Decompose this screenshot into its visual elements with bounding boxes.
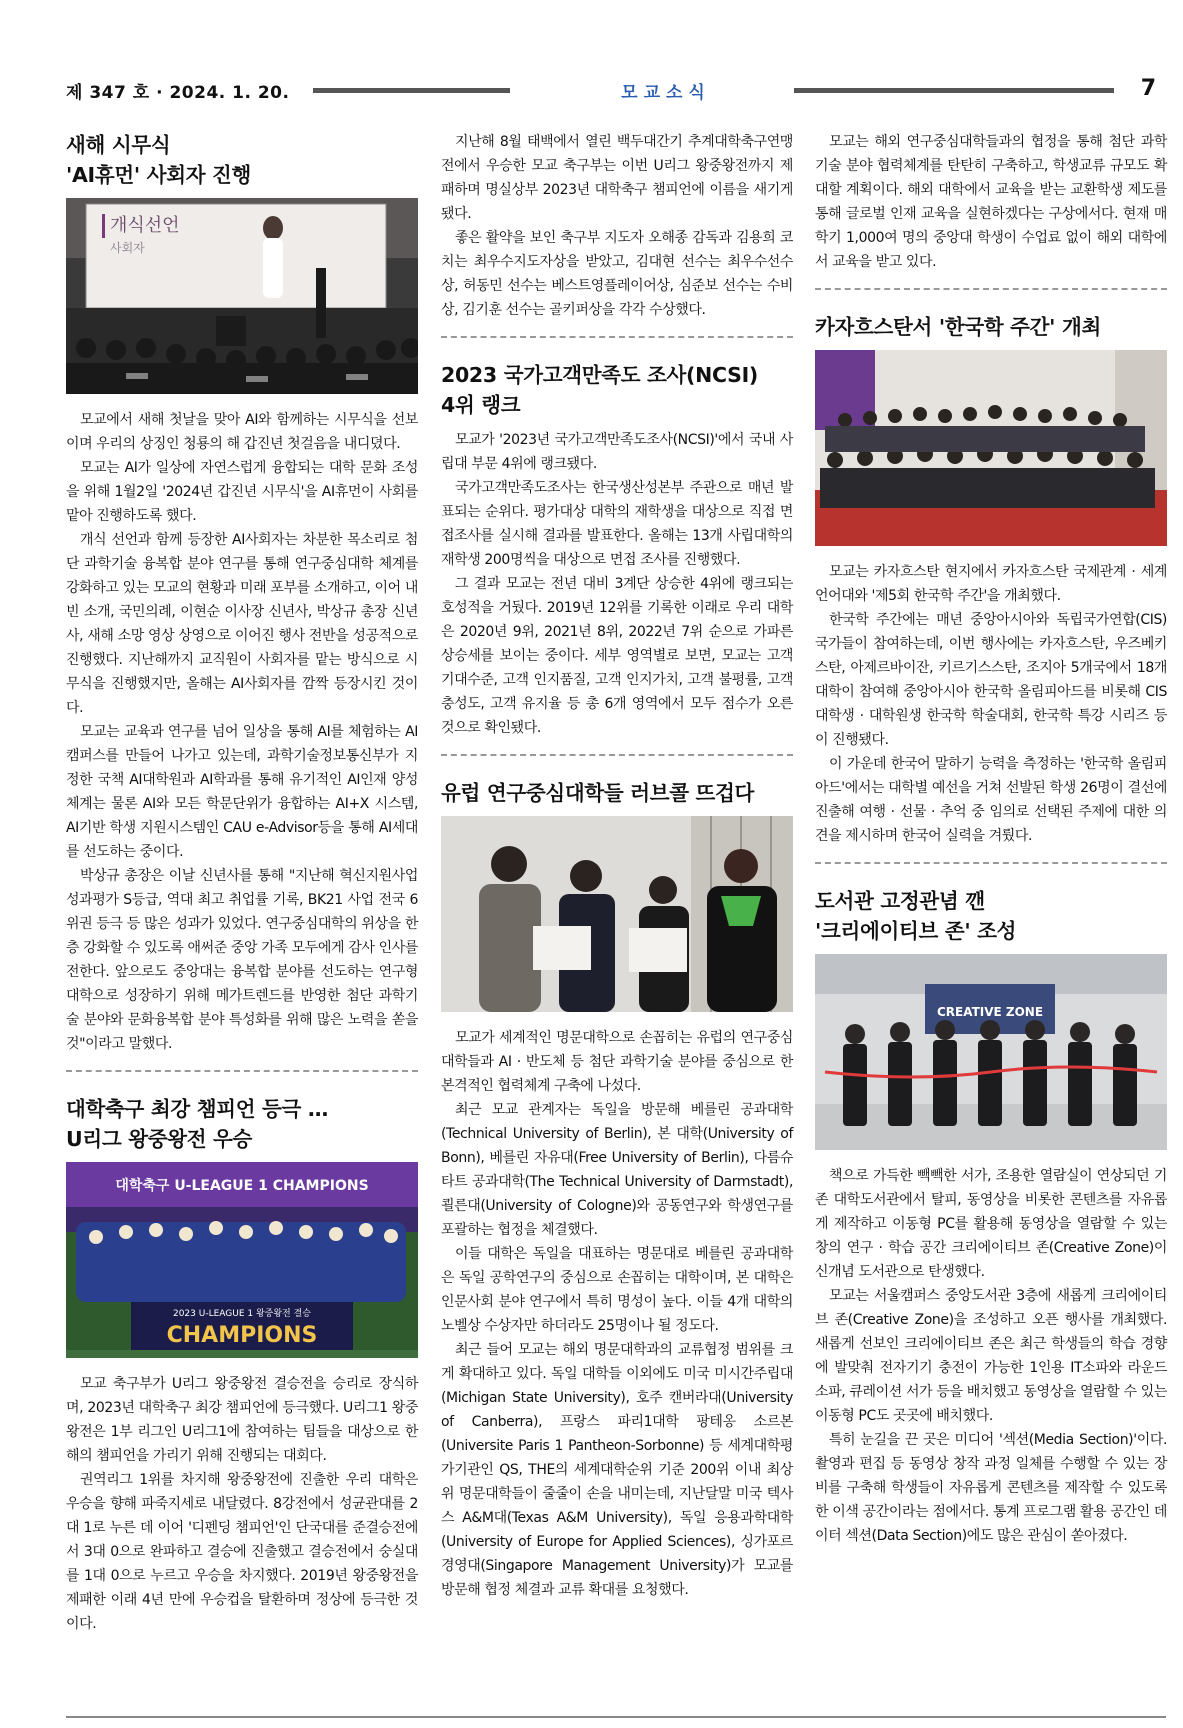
photo-sign: CREATIVE ZONE [936,1005,1044,1019]
paragraph: 모교 축구부가 U리그 왕중왕전 결승전을 승리로 장식하며, 2023년 대학축구 최강 챔피언에 등극했다. U리그1 왕중왕전은 1부 리그인 U리그1에 참여하는 팀들을 대상으로 한 해의 챔피언을 가리기 위해 진행되는 대회다. [66,1376,418,1464]
column-2 [441,130,793,1602]
photo-subcaption: 사회자 [110,241,145,255]
paragraph: 한국학 주간에는 매년 중앙아시아와 독립국가연합(CIS) 국가들이 참여하는데, 이번 행사에는 카자흐스탄, 우즈베키스탄, 아제르바이잔, 키르기스스탄, 조지아 5개국에서 18개 대학이 참여해 중앙아시아 한국학 올림피아드를 비롯해 CIS 대학생 · 대학원생 한국학 학술대회, 한국학 특강 시리즈 등이 진행됐다. [815,612,1167,748]
photo-football-team [66,1162,418,1358]
article-new-year-ceremony [66,130,418,1056]
paragraph: 책으로 가득한 빽빽한 서가, 조용한 열람실이 연상되던 기존 대학도서관에서 탈피, 동영상을 비롯한 콘텐츠를 자유롭게 제작하고 이동형 PC를 활용해 동영상을 열람할 수 있는 창의 연구 · 학습 공간 크리에이티브 존(Creative Zone)이 신개념 도서관으로 탄생했다. [815,1168,1167,1280]
paragraph: 이 가운데 한국어 말하기 능력을 측정하는 '한국학 올림피아드'에서는 대학별 예선을 거쳐 선발된 학생 26명이 결선에 진출해 여행 · 선물 · 추억 중 임의로 선택된 주제에 대한 의견을 제시하며 한국어 실력을 겨뤘다. [815,756,1167,844]
article-divider [815,862,1167,864]
paragraph: 최근 들어 모교는 해외 명문대학과의 교류협정 범위를 크게 확대하고 있다. 독일 대학들 이외에도 미국 미시간주립대(Michigan State University), 호주 캔버라대(University of Canberra), 프랑스 파리1대학 팡테옹 소르본(Universite Paris 1 Pantheon-Sorbonne) 등 세계대학평가기관인 QS, THE의 세계대학순위 기준 200위 이내 최상위 명문대학들이 줄줄이 손을 내미는데, 지난달말 미국 텍사스 A&M대(Texas A&M University), 독일 응용과학대학(University of Europe for Applied Sciences), 싱가포르경영대(Singapore Management University)가 모교를 방문해 협정 체결과 교류 확대를 요청했다. [441,1342,793,1598]
paragraph: 모교는 AI가 일상에 자연스럽게 융합되는 대학 문화 조성을 위해 1월2일 '2024년 갑진년 시무식'을 AI휴먼이 사회를 맡아 진행하도록 했다. [66,460,418,524]
article-title: 대학축구 최강 챔피언 등극 … U리그 왕중왕전 우승 [66,1097,329,1151]
board-line-1: 2023 U-LEAGUE 1 왕중왕전 결승 [172,1309,312,1319]
article-title: 2023 국가고객만족도 조사(NCSI) 4위 랭크 [441,363,758,417]
paragraph: 특히 눈길을 끈 곳은 미디어 '섹션(Media Section)'이다. 촬영과 편집 등 동영상 창작 과정 일체를 수행할 수 있는 장비를 구축해 학생들이 자유롭게 콘텐츠를 제작할 수 있도록 한 이색 공간이라는 점에서다. 통계 프로그램 활용 공간인 데이터 섹션(Data Section)에도 많은 관심이 쏟아졌다. [815,1432,1167,1544]
banner-text: 대학축구 U-LEAGUE 1 CHAMPIONS [115,1178,369,1194]
paragraph: 개식 선언과 함께 등장한 AI사회자는 차분한 목소리로 첨단 과학기술 융복합 분야 연구를 통해 연구중심대학 체계를 강화하고 있는 모교의 현황과 미래 포부를 소개하고, 이어 내빈 소개, 국민의례, 이현순 이사장 신년사, 박상규 총장 신년사, 새해 소망 영상 상영으로 이어진 행사 전반을 성공적으로 진행했다. 지난해까지 교직원이 사회자를 맡는 방식으로 시무식을 진행했지만, 올해는 AI사회자를 깜짝 등장시킨 것이다. [66,532,418,716]
paragraph: 박상규 총장은 이날 신년사를 통해 "지난해 혁신지원사업 성과평가 S등급, 역대 최고 취업률 기록, BK21 사업 전국 6위권 등극 등 많은 성과가 있었다. 연구중심대학의 위상을 한층 강화할 수 있도록 애써준 중앙 가족 모두에게 감사 인사를 전한다. 앞으로도 중앙대는 융복합 분야를 선도하는 연구형 대학으로 성장하기 위해 메가트렌드를 반영한 첨단 과학기술 분야와 문화융복합 분야 특성화를 위해 많은 노력을 쏟을 것"이라고 말했다. [66,868,418,1052]
article-football-champion [66,1094,418,1636]
board-line-2: CHAMPIONS [166,1323,318,1348]
article-divider [441,336,793,338]
paragraph: 최근 모교 관계자는 독일을 방문해 베를린 공과대학(Technical University of Berlin), 본 대학(University of Bonn), 베를린 자유대(Free University of Berlin), 다름슈타트 공과대학(The Technical University of Darmstadt), 쾰른대(University of Cologne)와 공동연구와 학생연구를 포괄하는 협정을 체결했다. [441,1102,793,1238]
article-divider [815,288,1167,290]
column-3 [815,130,1167,1548]
article-title: 카자흐스탄서 '한국학 주간' 개최 [815,315,1102,339]
paragraph: 지난해 8월 태백에서 열린 백두대간기 추계대학축구연맹전에서 우승한 모교 축구부는 이번 U리그 왕중왕전까지 제패하며 명실상부 2023년 대학축구 챔피언에 이름을 새기게 됐다. [441,134,793,222]
paragraph: 그 결과 모교는 전년 대비 3계단 상승한 4위에 랭크되는 호성적을 거뒀다. 2019년 12위를 기록한 이래로 우리 대학은 2020년 9위, 2021년 8위, 2022년 7위 순으로 가파른 상승세를 보이는 중이다. 세부 영역별로 보면, 모교는 고객 기대수준, 고객 인지품질, 고객 인지가치, 고객 불평률, 고객 충성도, 고객 유지율 등 총 6개 영역에서 모두 점수가 오른 것으로 확인됐다. [441,576,793,736]
column-1 [66,130,418,1636]
paragraph: 이들 대학은 독일을 대표하는 명문대로 베를린 공과대학은 독일 공학연구의 중심으로 손꼽히는 대학이며, 본 대학은 인문사회 분야 연구에서 특히 명성이 높다. 이들 4개 대학의 노벨상 수상자만 하더라도 25명이나 될 정도다. [441,1246,793,1334]
issue-info: 제 347 호 · 2024. 1. 20. [66,83,290,103]
section-title: 모교소식 [621,83,711,103]
page-number: 7 [1140,76,1156,101]
photo-agreement-signing [441,816,793,1012]
article-kazakhstan-korean-week [815,312,1167,848]
article-title: 새해 시무식 'AI휴먼' 사회자 진행 [66,133,252,187]
photo-ribbon-cutting [815,954,1167,1150]
article-creative-zone [815,886,1167,1548]
paragraph: 모교가 세계적인 명문대학으로 손꼽히는 유럽의 연구중심대학들과 AI · 반도체 등 첨단 과학기술 분야를 중심으로 한 본격적인 협력체계 구축에 나섰다. [441,1030,793,1094]
paragraph: 모교는 서울캠퍼스 중앙도서관 3층에 새롭게 크리에이티브 존(Creative Zone)을 조성하고 오픈 행사를 개최했다. 새롭게 선보인 크리에이티브 존은 최근 학생들의 학습 경향에 발맞춰 전자기기 충전이 가능한 1인용 IT소파와 라운드 소파, 큐레이션 서가 등을 배치했고 동영상을 열람할 수 있는 이동형 PC도 곳곳에 배치했다. [815,1288,1167,1424]
paragraph: 좋은 활약을 보인 축구부 지도자 오해종 감독과 김용희 코치는 최우수지도자상을 받았고, 김대현 선수는 최우수선수상, 허동민 선수는 베스트영플레이어상, 심준보 선수는 수비상, 김기훈 선수는 골키퍼상을 각각 수상했다. [441,230,793,318]
article-title: 유럽 연구중심대학들 러브콜 뜨겁다 [441,781,755,805]
paragraph: 모교가 '2023년 국가고객만족도조사(NCSI)'에서 국내 사립대 부문 4위에 랭크됐다. [441,432,793,472]
photo-korean-week-group [815,350,1167,546]
bottom-rule [66,1716,1166,1718]
article-europe-universities [441,778,793,1602]
header-rule-right [794,88,1114,93]
article-title: 도서관 고정관념 깬 '크리에이티브 존' 조성 [815,889,1017,943]
paragraph: 모교는 카자흐스탄 현지에서 카자흐스탄 국제관계 · 세계언어대와 '제5회 한국학 주간'을 개최했다. [815,564,1167,604]
paragraph: 국가고객만족도조사는 한국생산성본부 주관으로 매년 발표되는 순위다. 평가대상 대학의 재학생을 대상으로 직접 면접조사를 실시해 결과를 발표한다. 올해는 13개 사립대학의 재학생 200명씩을 대상으로 면접 조사를 진행했다. [441,480,793,568]
article-ncsi [441,360,793,740]
paragraph: 권역리그 1위를 차지해 왕중왕전에 진출한 우리 대학은 우승을 향해 파죽지세로 내달렸다. 8강전에서 성균관대를 2대 1로 누른 데 이어 '디펜딩 챔피언'인 단국대를 준결승전에서 3대 0으로 완파하고 결승에 진출했고 결승전에서 숭실대를 1대 0으로 누르고 우승을 차지했다. 2019년 왕중왕전을 제패한 이래 4년 만에 우승컵을 탈환하며 정상에 등극한 것이다. [66,1472,418,1632]
paragraph: 모교는 교육과 연구를 넘어 일상을 통해 AI를 체험하는 AI캠퍼스를 만들어 나가고 있는데, 과학기술정보통신부가 지정한 국책 AI대학원과 AI학과를 통해 유기적인 AI인재 양성 체계는 물론 AI와 모든 학문단위가 융합하는 AI+X 시스템, AI기반 학생 지원시스템인 CAU e-Advisor등을 통해 AI세대를 선도하는 중이다. [66,724,418,860]
page-header [66,78,1166,106]
article-divider [66,1070,418,1072]
paragraph: 모교는 해외 연구중심대학들과의 협정을 통해 첨단 과학기술 분야 협력체계를 탄탄히 구축하고, 학생교류 규모도 확대할 계획이다. 해외 대학에서 교육을 받는 교환학생 제도를 통해 글로벌 인재 교육을 실현하겠다는 구상에서다. 현재 매 학기 1,000여 명의 중앙대 학생이 수업료 없이 해외 대학에서 교육을 받고 있다. [815,134,1167,270]
header-rule-left [313,88,510,93]
paragraph: 모교에서 새해 첫날을 맞아 AI와 함께하는 시무식을 선보이며 우리의 상징인 청룡의 해 갑진년 첫걸음을 내디뎠다. [66,412,418,452]
photo-caption: 개식선언 [110,215,180,236]
article-divider [441,754,793,756]
photo-ceremony [66,198,418,394]
